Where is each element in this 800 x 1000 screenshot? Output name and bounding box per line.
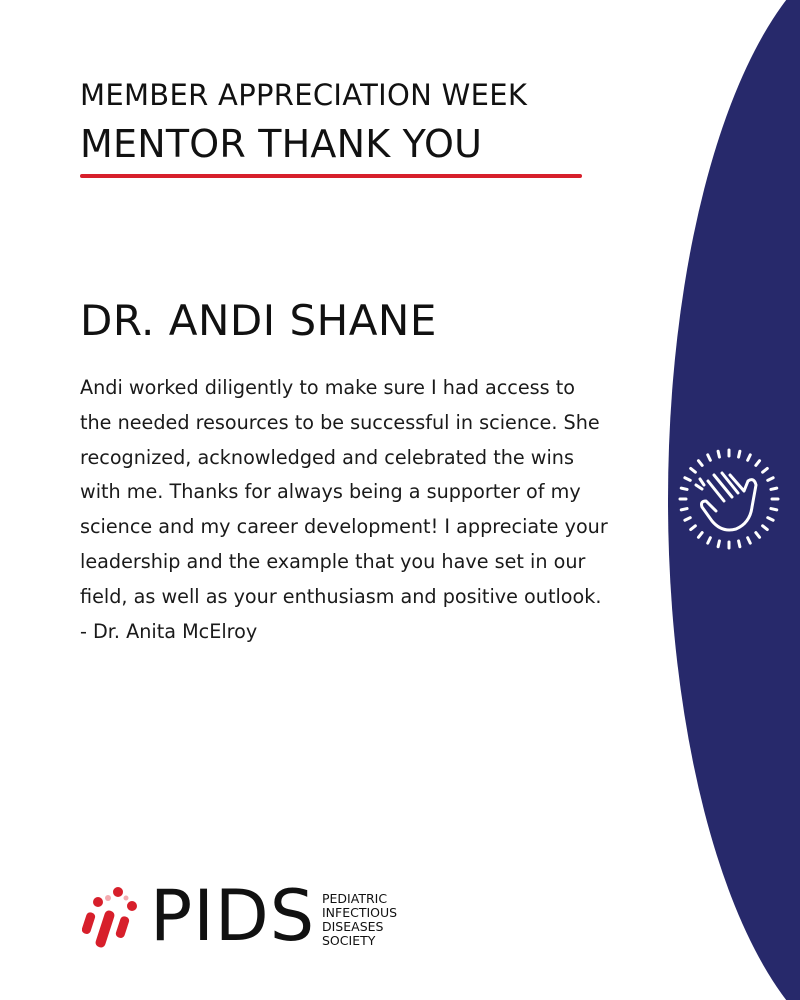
red-divider — [80, 174, 582, 178]
pids-subtitle-line: DISEASES — [322, 919, 384, 934]
pids-subtitle-line: PEDIATRIC — [322, 891, 388, 906]
pids-subtitle — [322, 892, 397, 948]
pids-wordmark: PIDS — [150, 875, 316, 957]
mentor-name: DR. ANDI SHANE — [80, 296, 437, 345]
quote-attribution: - Dr. Anita McElroy — [80, 619, 258, 643]
quote-block — [80, 371, 610, 649]
header-subtitle: MENTOR THANK YOU — [80, 122, 483, 166]
pids-subtitle-line: SOCIETY — [322, 933, 376, 948]
header-title: MEMBER APPRECIATION WEEK — [80, 78, 528, 112]
clapping-hands-icon — [678, 445, 780, 553]
pids-logo-mark — [82, 882, 140, 950]
pids-subtitle-line: INFECTIOUS — [322, 905, 398, 920]
quote-text: Andi worked diligently to make sure I had access to the needed resources to be successful in science. She recognized, acknowledged and celebrated the wins with me. Thanks for always being a supporter of my science and my career development! I appreciate your leadership and the example that you have set in our field, as well as your enthusiasm and positive outlook. — [80, 376, 608, 608]
